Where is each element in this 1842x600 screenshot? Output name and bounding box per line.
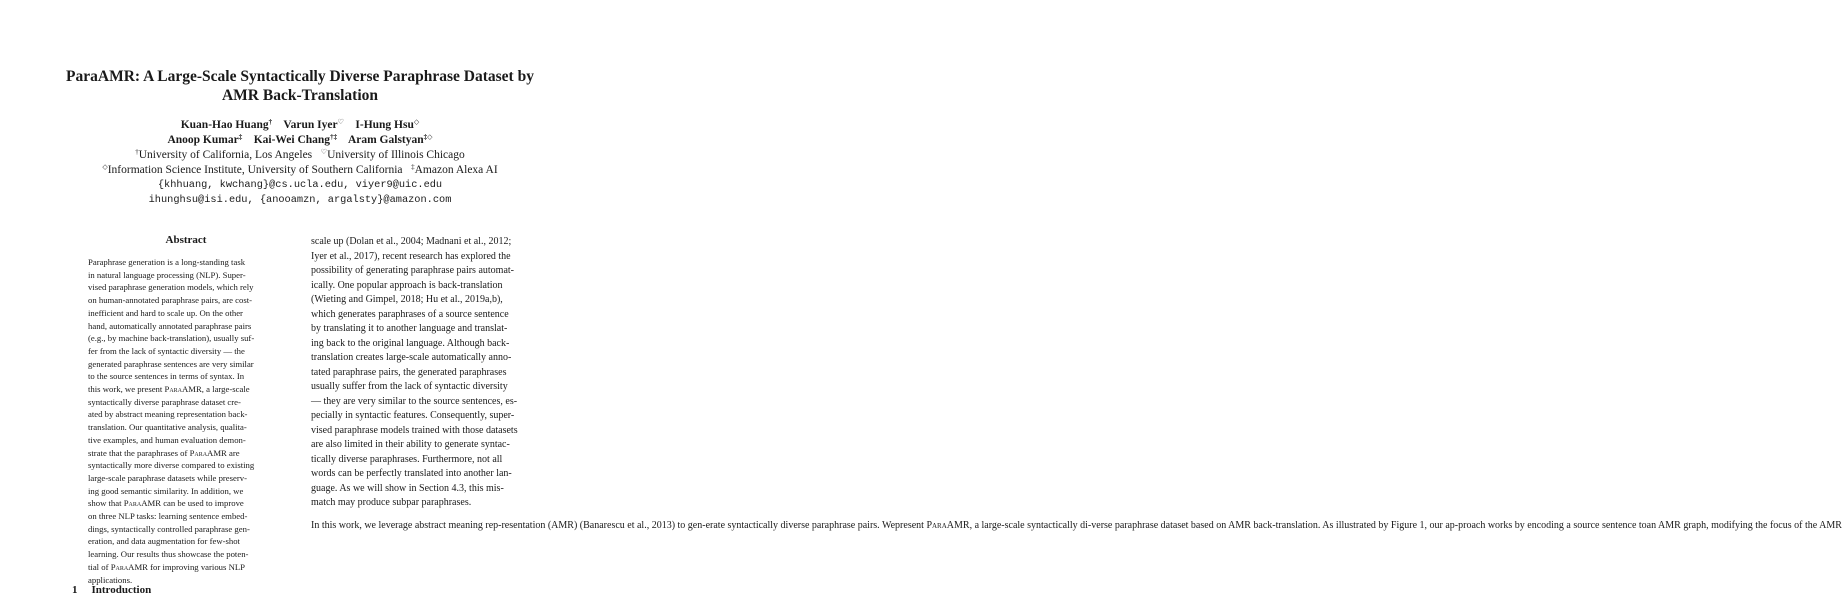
text-line: to the source sentences in terms of syntax. In [88, 371, 245, 382]
text-line: strate that the paraphrases of ParaAMR are [88, 447, 240, 458]
affiliation-mark: † [135, 148, 139, 156]
text-line: on three NLP tasks: learning sentence embed- [88, 511, 248, 522]
text-line: Iyer et al., 2017), recent research has explored the [311, 250, 511, 262]
section-heading [72, 584, 165, 596]
author-name: I-Hung Hsu [355, 119, 414, 131]
author-mark: †‡ [330, 133, 338, 141]
author-name: Varun Iyer [283, 119, 338, 131]
text-line: pecially in syntactic features. Consequently, super- [311, 410, 515, 421]
text-line: tated paraphrase pairs, the generated paraphrases [311, 366, 507, 378]
author-mark: ◇ [413, 118, 420, 126]
affiliation-mark: ♡ [320, 148, 328, 156]
affiliation-line-2 [40, 163, 560, 178]
text-line: translation creates large-scale automatically anno- [311, 352, 512, 363]
text-line: ing good semantic similarity. In addition, we [88, 485, 244, 496]
author-mark: ‡ [238, 133, 243, 141]
text-line: ically. One popular approach is back-translation [311, 279, 503, 291]
text-line: usually suffer from the lack of syntactic diversity [311, 381, 508, 392]
text-line: vised paraphrase models trained with those datasets [311, 424, 518, 436]
author-line-1 [40, 118, 560, 133]
text-line: are also limited in their ability to generate syntac- [311, 439, 510, 450]
email-line-1[interactable]: {khhuang, kwchang}@cs.ucla.edu, viyer9@uic.edu [157, 179, 443, 191]
text-line: syntactically diverse paraphrase dataset cre- [88, 396, 241, 407]
text-line: translation. Our quantitative analysis, qualita- [88, 422, 247, 433]
text-line: vised paraphrase generation models, which rely [88, 282, 254, 293]
abstract-heading: Abstract [165, 234, 207, 246]
affiliation-text: Information Science Institute, University of Southern California [107, 164, 403, 176]
text-line: Paraphrase generation is a long-standing task [88, 257, 246, 267]
author-name: Kai-Wei Chang [253, 134, 331, 146]
text-line: dings, syntactically controlled paraphrase gen- [88, 523, 250, 534]
right-column [311, 235, 1842, 533]
text-line: ing back to the original language. Although back- [311, 337, 510, 349]
text-line: possibility of generating paraphrase pairs automat- [311, 265, 514, 276]
affiliation-text: University of California, Los Angeles [138, 149, 313, 161]
author-mark: † [268, 118, 273, 126]
paragraph-2: In this work, we leverage abstract meaning rep-resentation (AMR) (Banarescu et al., 2013) to gen-erate syntactically diverse paraphrase pairs. Wepresent ParaAMR, a large-scale syntactically di-verse paraphrase dataset based on AMR back-translation. As illustrated by Figure 1, our ap-proach works by encoding a source sentence toan AMR graph, modifying the focus of the AMR [311, 519, 1842, 531]
text-line: generated paraphrase sentences are very similar [88, 358, 254, 369]
affiliation-mark: ‡ [411, 163, 415, 171]
text-line: fer from the lack of syntactic diversity — the [88, 345, 245, 356]
text-line: (Wieting and Gimpel, 2018; Hu et al., 2019a,b), [311, 294, 503, 305]
text-line: ated by abstract meaning representation back- [88, 409, 248, 420]
author-block [40, 118, 560, 208]
text-line: tically diverse paraphrases. Furthermore, not all [311, 453, 503, 465]
author-mark: ‡◇ [423, 133, 433, 141]
author-name: Anoop Kumar [167, 134, 239, 146]
paragraph-1 [311, 235, 533, 511]
author-name: Kuan-Hao Huang [180, 119, 269, 131]
text-line: — they are very similar to the source sentences, es- [311, 395, 518, 407]
text-line: learning. Our results thus showcase the poten- [88, 549, 249, 560]
paper-title [40, 67, 560, 105]
text-line: this work, we present ParaAMR, a large-scale [88, 384, 250, 395]
text-line: tive examples, and human evaluation demon- [88, 434, 246, 445]
section-number: 1 [72, 584, 78, 596]
text-line: on human-annotated paraphrase pairs, are cost- [88, 295, 253, 306]
text-line: by translating it to another language and translat- [311, 323, 508, 334]
affiliation-mark: ◇ [102, 163, 108, 171]
text-line: eration, and data augmentation for few-shot [88, 536, 240, 547]
section-title: Introduction [91, 584, 152, 596]
text-line: scale up (Dolan et al., 2004; Madnani et al., 2012; [311, 236, 512, 247]
text-line: inefficient and hard to scale up. On the other [88, 307, 243, 318]
author-mark: ♡ [337, 118, 344, 126]
author-line-2 [40, 133, 560, 148]
title-line-2: AMR Back-Translation [221, 87, 378, 104]
text-line: which generates paraphrases of a source sentence [311, 308, 509, 320]
text-line: match may produce subpar paraphrases. [311, 497, 472, 508]
author-name: Aram Galstyan [347, 134, 424, 146]
text-line: hand, automatically annotated paraphrase pairs [88, 320, 252, 331]
text-line: words can be perfectly translated into another lan- [311, 468, 512, 479]
abstract-body [88, 256, 284, 586]
text-line: (e.g., by machine back-translation), usually suf- [88, 333, 255, 344]
text-line: in natural language processing (NLP). Super- [88, 269, 246, 280]
affiliation-line-1 [40, 148, 560, 163]
text-line: large-scale paraphrase datasets while preserv- [88, 472, 248, 483]
text-line: applications. [88, 574, 133, 585]
text-line: tial of ParaAMR for improving various NLP [88, 561, 245, 572]
affiliation-text: Amazon Alexa AI [414, 164, 498, 176]
text-line: syntactically more diverse compared to existing [88, 460, 255, 471]
email-line-2[interactable]: ihunghsu@isi.edu, {anooamzn, argalsty}@amazon.com [148, 194, 452, 206]
affiliation-text: University of Illinois Chicago [327, 149, 465, 161]
text-line: guage. As we will show in Section 4.3, this mis- [311, 482, 504, 494]
text-line: show that ParaAMR can be used to improve [88, 498, 244, 509]
title-line-1: ParaAMR: A Large-Scale Syntactically Diverse Paraphrase Dataset by [66, 68, 534, 85]
